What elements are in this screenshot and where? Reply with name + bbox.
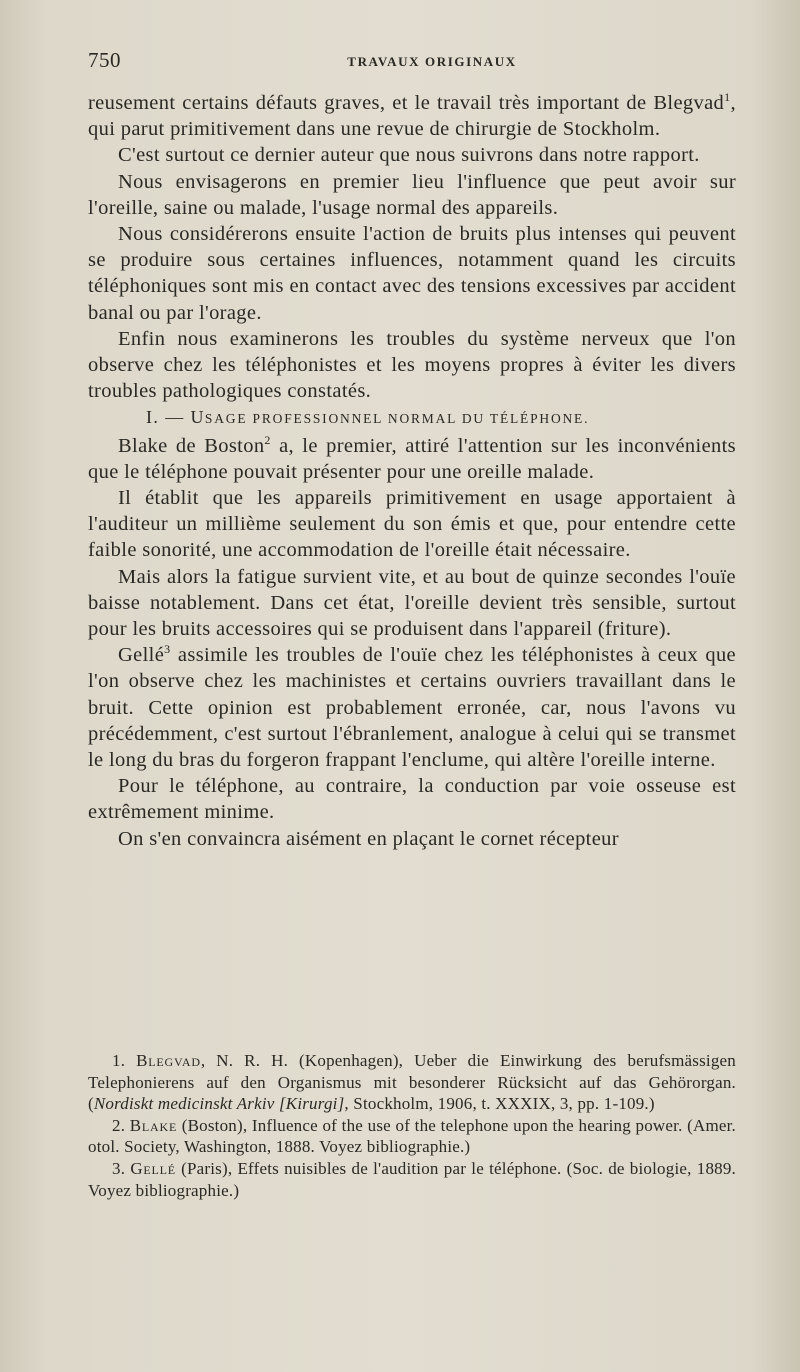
paragraph: Nous envisagerons en premier lieu l'influence que peut avoir sur l'oreille, saine ou malade, l'usage normal des appareils. xyxy=(88,170,736,219)
paragraph: reusement certains défauts graves, et le travail très important de Blegvad$^1$, qui parut primitivement dans une revue de chirurgie de Stockholm. xyxy=(88,90,736,141)
section-heading: I. — USAGE PROFESSIONNEL NORMAL DU TÉLÉPHONE. xyxy=(146,407,590,428)
page-header xyxy=(88,48,736,74)
paragraph: Il établit que les appareils primitivement en usage apportaient à l'auditeur un millième seulement du son émis et que, pour entendre cette faible sonorité, une accommodation de l'oreille était nécessaire. xyxy=(88,487,736,562)
paragraph: Gellé$^3$ assimile les troubles de l'ouïe chez les téléphonistes à ceux que l'on observe chez les machinistes et certains ouvriers travaillant dans le bruit. Cette opinion est probablement erronée, car, nous l'avons vu précédemment, c'est surtout l'ébranlement, analogue à celui qui se transmet le long du bras du forgeron frappant l'enclume, qui altère l'oreille interne. xyxy=(88,642,736,772)
page-number: 750 xyxy=(88,48,121,72)
footnote-2: 2. Blake (Boston), Influence of the use of the telephone upon the hearing power. (Amer. otol. Society, Washington, 1888. Voyez bibliographie.) xyxy=(88,1115,737,1157)
body-text xyxy=(88,90,736,852)
footnote-3: 3. Gellé (Paris), Effets nuisibles de l'audition par le téléphone. (Soc. de biologie, 1889. Voyez bibliographie.) xyxy=(88,1158,736,1200)
paragraph: Enfin nous examinerons les troubles du système nerveux que l'on observe chez les téléphonistes et les moyens propres à éviter les divers troubles pathologiques constatés. xyxy=(88,327,736,403)
footnote-1: 1. Blegvad, N. R. H. (Kopenhagen), Ueber die Einwirkung des berufsmässigen Telephonierens auf den Organismus mit besonderer Rücksicht auf das Gehörorgan. (Nordiskt medicinskt Arkiv [Kirurgi], Stockholm, 1906, t. XXXIX, 3, pp. 1-109.) xyxy=(88,1051,736,1114)
paragraph: On s'en convaincra aisément en plaçant le cornet récepteur xyxy=(118,827,619,850)
paragraph: Blake de Boston$^2$ a, le premier, attiré l'attention sur les inconvénients que le téléphone pouvait présenter pour une oreille malade. xyxy=(88,432,736,483)
running-head: TRAVAUX ORIGINAUX xyxy=(347,54,517,69)
footnote-ref: 1 xyxy=(724,90,731,104)
paragraph: Pour le téléphone, au contraire, la conduction par voie osseuse est extrêmement minime. xyxy=(88,775,736,824)
paragraph: Mais alors la fatigue survient vite, et au bout de quinze secondes l'ouïe baisse notablement. Dans cet état, l'oreille devient très sensible, surtout pour les bruits accessoires qui se produisent dans l'appareil (friture). xyxy=(88,565,736,641)
footnote-ref: 2 xyxy=(264,432,271,447)
paragraph: C'est surtout ce dernier auteur que nous suivrons dans notre rapport. xyxy=(118,144,700,167)
paragraph: Nous considérerons ensuite l'action de bruits plus intenses qui peuvent se produire sous certaines influences, notamment quand les circuits téléphoniques sont mis en contact avec des tensions excessives par accident banal ou par l'orage. xyxy=(88,223,736,324)
footnote-ref: 3 xyxy=(164,642,171,657)
footnotes xyxy=(88,1050,736,1201)
